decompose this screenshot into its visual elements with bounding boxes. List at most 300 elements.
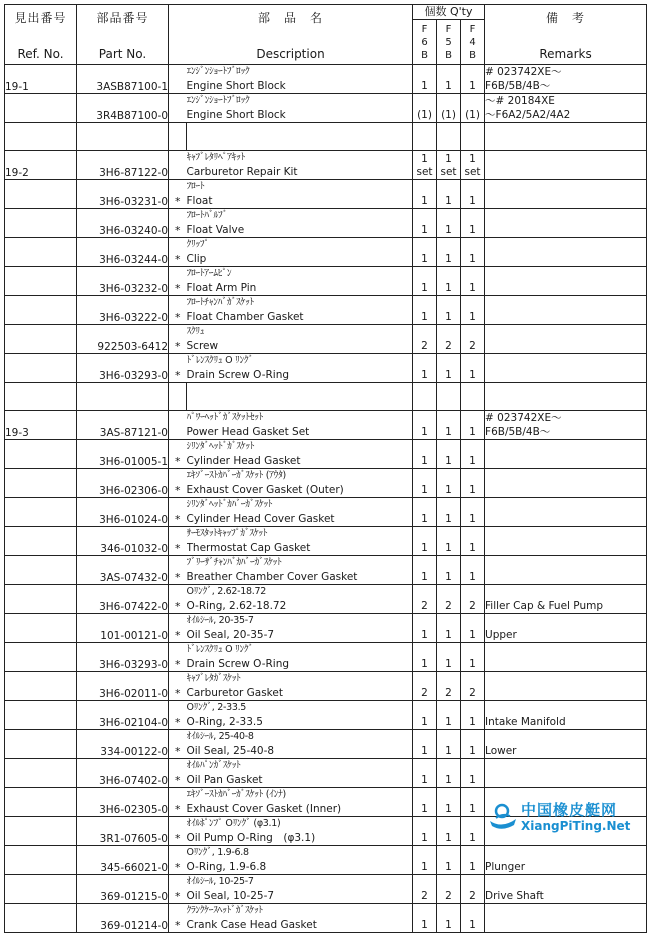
part-no-cell: 3H6-03244-0 [77, 238, 169, 267]
qty-cell: 1 set [461, 151, 485, 180]
kit-marker-cell: * [169, 788, 187, 817]
qty-cell: 1 [413, 296, 437, 325]
desc-header-en: Description [256, 46, 325, 61]
table-row [5, 614, 647, 643]
desc-header-jp: 部 品 名 [257, 10, 323, 25]
qty-cell: 1 [413, 788, 437, 817]
kit-marker-cell: * [169, 614, 187, 643]
qty-cell: 1 [413, 440, 437, 469]
ref-no-cell: 19-3 [5, 411, 77, 440]
description-jp: ﾌﾛｰﾄｱｰﾑﾋﾟﾝ [186, 268, 232, 279]
ref-no-cell [5, 585, 77, 614]
remarks-line: F6B/5B/4B～ [485, 426, 551, 438]
table-row [5, 585, 647, 614]
table-row [5, 354, 647, 383]
description-en: Engine Short Block [186, 109, 286, 121]
part-no-cell: 346-01032-0 [77, 527, 169, 556]
qty-cell: 2 [437, 325, 461, 354]
description-en: Float [186, 195, 213, 207]
remarks-line [485, 527, 646, 541]
remarks-line [485, 281, 646, 295]
part-no-cell: 101-00121-0 [77, 614, 169, 643]
remarks-line [485, 483, 646, 497]
table-row [5, 151, 647, 180]
watermark-en: XiangPiTing.Net [521, 819, 631, 833]
remarks-line [485, 209, 646, 223]
qty-cell: 2 [461, 672, 485, 701]
qty-cell: 2 [461, 875, 485, 904]
description-jp: ｵｲﾙﾊﾟﾝｶﾞｽｹｯﾄ [186, 760, 241, 771]
qty-cell: 1 [437, 759, 461, 788]
qty-cell: 1 [413, 643, 437, 672]
remarks-cell [485, 527, 647, 556]
kit-marker-cell: * [169, 325, 187, 354]
boat-logo-icon [486, 799, 518, 833]
table-row [5, 875, 647, 904]
qty-cell: 1 [461, 296, 485, 325]
qty-cell: 1 [413, 904, 437, 933]
empty-cell [187, 383, 413, 411]
spacer-row [5, 123, 647, 151]
description-jp: Oﾘﾝｸﾞ, 2-33.5 [186, 702, 247, 713]
description-en: Screw [186, 340, 219, 352]
remarks-cell [485, 411, 647, 440]
qty-cell: 1 [413, 469, 437, 498]
empty-cell [461, 383, 485, 411]
qty-cell: 1 [461, 817, 485, 846]
qty-cell: 1 [437, 238, 461, 267]
empty-cell [413, 383, 437, 411]
qty-cell: 1 [461, 701, 485, 730]
kit-marker-cell: * [169, 672, 187, 701]
remarks-cell [485, 94, 647, 123]
remarks-line: # 023742XE～ [485, 66, 562, 78]
description-en: Oil Seal, 25-40-8 [186, 745, 275, 757]
description-jp: ﾌﾛｰﾄ [186, 181, 205, 192]
description-jp: ｸﾘｯﾌﾟ [186, 239, 210, 250]
ref-no-cell [5, 354, 77, 383]
part-no-cell: 3H6-07402-0 [77, 759, 169, 788]
description-cell [187, 94, 413, 123]
ref-no-cell [5, 556, 77, 585]
description-en: Carburetor Gasket [186, 687, 283, 699]
description-jp: ｷｬﾌﾞﾚﾀﾘﾍﾟｱｷｯﾄ [186, 152, 245, 163]
part-no-cell: 334-00122-0 [77, 730, 169, 759]
parts-table [4, 4, 647, 933]
qty-cell: 1 [461, 209, 485, 238]
remarks-line: Filler Cap & Fuel Pump [485, 600, 603, 612]
remarks-cell [485, 701, 647, 730]
qty-cell: 2 [413, 585, 437, 614]
remarks-line: Lower [485, 745, 517, 757]
empty-cell [77, 383, 169, 411]
description-jp: ｴﾝｼﾞﾝｼｮｰﾄﾌﾞﾛｯｸ [186, 95, 250, 106]
qty-cell: 1 [437, 65, 461, 94]
qty-cell: 1 [461, 643, 485, 672]
qty-cell: 1 [437, 267, 461, 296]
description-en: Oil Pump O-Ring (φ3.1) [186, 832, 316, 844]
qty-cell: 1 [413, 354, 437, 383]
remarks-line [485, 672, 646, 686]
remarks-line [485, 469, 646, 483]
remarks-line [485, 310, 646, 324]
watermark-cn: 中国橡皮艇网 [521, 801, 618, 819]
description-jp: ｷｬﾌﾞﾚﾀｶﾞｽｹｯﾄ [186, 673, 241, 684]
qty-cell: 1 set [413, 151, 437, 180]
qty-cell: 1 [461, 440, 485, 469]
description-jp: ｵｲﾙﾎﾟﾝﾌﾟ Oﾘﾝｸﾞ (φ3.1) [186, 818, 281, 829]
remarks-line [485, 223, 646, 237]
description-en: Oil Pan Gasket [186, 774, 263, 786]
kit-marker-cell: * [169, 817, 187, 846]
table-row [5, 411, 647, 440]
remarks-cell [485, 180, 647, 209]
remarks-cell [485, 556, 647, 585]
remarks-cell [485, 498, 647, 527]
empty-cell [5, 123, 77, 151]
description-cell [187, 209, 413, 238]
ref-no-cell [5, 643, 77, 672]
qty-cell: 2 [437, 875, 461, 904]
qty-cell: 1 [461, 556, 485, 585]
description-jp: ﾌﾛｰﾄﾊﾞﾙﾌﾞ [186, 210, 228, 221]
ref-no-cell [5, 788, 77, 817]
remarks-line [485, 556, 646, 570]
table-row [5, 701, 647, 730]
description-en: Thermostat Cap Gasket [186, 542, 311, 554]
part-no-cell: 3H6-03232-0 [77, 267, 169, 296]
empty-cell [485, 123, 647, 151]
remarks-line [485, 686, 646, 700]
remarks-line [485, 512, 646, 526]
table-row [5, 556, 647, 585]
description-en: Exhaust Cover Gasket (Inner) [186, 803, 342, 815]
kit-marker-cell: * [169, 209, 187, 238]
ref-no-cell [5, 498, 77, 527]
kit-marker-cell: * [169, 296, 187, 325]
table-row [5, 498, 647, 527]
ref-no-cell [5, 209, 77, 238]
qty-cell: 1 [461, 65, 485, 94]
remarks-line [485, 354, 646, 368]
remarks-line: Plunger [485, 861, 526, 873]
qty-cell: 1 [437, 440, 461, 469]
table-row [5, 730, 647, 759]
part-no-cell: 369-01214-0 [77, 904, 169, 933]
qty-cell: 2 [437, 672, 461, 701]
description-en: Oil Seal, 10-25-7 [186, 890, 275, 902]
empty-cell [413, 123, 437, 151]
qty-cell: 1 [437, 411, 461, 440]
remarks-line [485, 773, 646, 787]
remarks-line [485, 904, 646, 918]
ref-no-cell [5, 759, 77, 788]
remarks-cell [485, 759, 647, 788]
remarks-line: Drive Shaft [485, 890, 544, 902]
part-no-cell: 3AS-87121-0 [77, 411, 169, 440]
part-no-cell: 3H6-01024-0 [77, 498, 169, 527]
remarks-line [485, 238, 646, 252]
qty-cell: 2 [413, 672, 437, 701]
ref-no-cell [5, 817, 77, 846]
ref-no-cell [5, 846, 77, 875]
remarks-cell [485, 267, 647, 296]
remarks-cell [485, 730, 647, 759]
part-no-cell: 3H6-03231-0 [77, 180, 169, 209]
ref-no-cell [5, 238, 77, 267]
qty-cell: 1 [461, 788, 485, 817]
empty-cell [437, 383, 461, 411]
qty-cell: 1 [437, 846, 461, 875]
description-en: Drain Screw O-Ring [186, 369, 290, 381]
remarks-line [485, 759, 646, 773]
description-cell [187, 498, 413, 527]
remarks-line [485, 165, 646, 179]
table-row [5, 325, 647, 354]
description-jp: ﾄﾞﾚﾝｽｸﾘｭ O ﾘﾝｸﾞ [186, 644, 254, 655]
description-en: Cylinder Head Cover Gasket [186, 513, 335, 525]
remarks-line [485, 339, 646, 353]
qty-cell: 1 [461, 469, 485, 498]
qty-cell: 1 [413, 846, 437, 875]
remarks-cell [485, 65, 647, 94]
qty-cell: 1 [437, 354, 461, 383]
remarks-line [485, 454, 646, 468]
qty-cell: 1 [413, 411, 437, 440]
ref-no-cell [5, 614, 77, 643]
ref-no-cell [5, 296, 77, 325]
remarks-line [485, 252, 646, 266]
qty-cell: 1 [413, 701, 437, 730]
qty-cell: 1 [461, 730, 485, 759]
qty-cell: 1 [413, 556, 437, 585]
description-jp: ｴｷｿﾞｰｽﾄｶﾊﾞｰｶﾞｽｹｯﾄ (ｱｳﾀ) [186, 470, 286, 481]
qty-cell: 1 [437, 643, 461, 672]
part-no-cell: 3R4B87100-0 [77, 94, 169, 123]
description-cell [187, 585, 413, 614]
remarks-line [485, 296, 646, 310]
qty-cell: 1 [437, 180, 461, 209]
kit-marker-cell: * [169, 701, 187, 730]
ref-no-cell [5, 469, 77, 498]
description-cell [187, 788, 413, 817]
description-cell [187, 875, 413, 904]
qty-cell: 1 [437, 788, 461, 817]
kit-marker-cell: * [169, 556, 187, 585]
remarks-cell [485, 354, 647, 383]
remarks-cell [485, 296, 647, 325]
empty-cell [461, 123, 485, 151]
description-cell [187, 354, 413, 383]
description-en: Engine Short Block [186, 80, 286, 92]
empty-cell [5, 383, 77, 411]
header-row [5, 5, 647, 20]
kit-marker-cell: * [169, 730, 187, 759]
part-no-cell: 3H6-02011-0 [77, 672, 169, 701]
description-jp: Oﾘﾝｸﾞ, 2.62-18.72 [186, 586, 266, 597]
description-cell [187, 296, 413, 325]
remarks-line [485, 585, 646, 599]
description-jp: Oﾘﾝｸﾞ, 1.9-6.8 [186, 847, 249, 858]
kit-marker-cell: * [169, 354, 187, 383]
remarks-header [485, 5, 647, 65]
remarks-cell [485, 904, 647, 933]
part-no-cell: 3AS-07432-0 [77, 556, 169, 585]
qty-cell: 1 [413, 730, 437, 759]
table-row [5, 94, 647, 123]
qty-cell: 1 [461, 614, 485, 643]
table-row [5, 469, 647, 498]
part-no-cell: 3H6-87122-0 [77, 151, 169, 180]
description-cell [187, 325, 413, 354]
watermark [486, 797, 648, 837]
description-jp: ﾊﾟﾜｰﾍｯﾄﾞｶﾞｽｹｯﾄｾｯﾄ [186, 412, 264, 423]
description-jp: ｴﾝｼﾞﾝｼｮｰﾄﾌﾞﾛｯｸ [186, 66, 250, 77]
qty-cell: 1 [413, 759, 437, 788]
empty-cell [187, 123, 413, 151]
description-en: Power Head Gasket Set [186, 426, 310, 438]
qty-cell: 1 [461, 759, 485, 788]
description-en: O-Ring, 2.62-18.72 [186, 600, 287, 612]
empty-cell [169, 123, 187, 151]
description-en: Float Valve [186, 224, 245, 236]
remarks-line [485, 267, 646, 281]
qty-cell: (1) [461, 94, 485, 123]
description-jp: ｼﾘﾝﾀﾞﾍｯﾄﾞｶﾞｽｹｯﾄ [186, 441, 255, 452]
qty-cell: 1 [437, 817, 461, 846]
remarks-cell [485, 151, 647, 180]
remarks-cell [485, 875, 647, 904]
kit-marker-cell: * [169, 585, 187, 614]
qty-cell: 1 [437, 556, 461, 585]
description-jp: ｼﾘﾝﾀﾞﾍｯﾄﾞｶﾊﾞｰｶﾞｽｹｯﾄ [186, 499, 273, 510]
description-en: Breather Chamber Cover Gasket [186, 571, 358, 583]
remarks-line [485, 875, 646, 889]
qty-cell: 1 [413, 498, 437, 527]
part-no-cell: 3H6-01005-1 [77, 440, 169, 469]
table-row [5, 65, 647, 94]
qty-cell: 1 [437, 701, 461, 730]
qty-cell: 1 [461, 411, 485, 440]
description-cell [187, 65, 413, 94]
remarks-header-jp: 備 考 [546, 10, 586, 25]
qty-cell: 1 [413, 614, 437, 643]
qty-cell: 1 [461, 498, 485, 527]
description-cell [187, 730, 413, 759]
remarks-line [485, 657, 646, 671]
qty-cell: 1 [437, 730, 461, 759]
remarks-line: # 023742XE～ [485, 412, 562, 424]
description-jp: ﾄﾞﾚﾝｽｸﾘｭ O ﾘﾝｸﾞ [186, 355, 254, 366]
qty-col-f6b: F 6 B [413, 20, 437, 65]
part-no-cell: 3R1-07605-0 [77, 817, 169, 846]
remarks-cell [485, 209, 647, 238]
qty-cell: 1 [413, 238, 437, 267]
qty-cell: 1 [461, 527, 485, 556]
kit-marker-cell: * [169, 904, 187, 933]
description-en: Oil Seal, 20-35-7 [186, 629, 275, 641]
qty-cell: 1 [461, 267, 485, 296]
description-cell [187, 556, 413, 585]
remarks-line [485, 730, 646, 744]
qty-col-f4b: F 4 B [461, 20, 485, 65]
description-cell [187, 440, 413, 469]
qty-cell: 1 [437, 498, 461, 527]
part-no-cell: 345-66021-0 [77, 846, 169, 875]
qty-cell: 1 [461, 238, 485, 267]
qty-cell: 1 [437, 614, 461, 643]
kit-marker-cell [169, 151, 187, 180]
ref-no-cell [5, 875, 77, 904]
description-cell [187, 643, 413, 672]
remarks-line: Upper [485, 629, 517, 641]
ref-no-cell [5, 672, 77, 701]
kit-marker-cell: * [169, 875, 187, 904]
part-header-jp: 部品番号 [96, 10, 149, 25]
desc-header [169, 5, 413, 65]
qty-cell: 2 [437, 585, 461, 614]
table-row [5, 440, 647, 469]
description-en: O-Ring, 1.9-6.8 [186, 861, 267, 873]
qty-cell: 2 [461, 585, 485, 614]
description-en: Drain Screw O-Ring [186, 658, 290, 670]
qty-cell: 2 [413, 875, 437, 904]
remarks-cell [485, 325, 647, 354]
remarks-line [485, 846, 646, 860]
kit-marker-cell: * [169, 440, 187, 469]
qty-cell: 2 [461, 325, 485, 354]
description-en: Carburetor Repair Kit [186, 166, 298, 178]
ref-no-cell [5, 180, 77, 209]
part-no-cell: 3H6-02104-0 [77, 701, 169, 730]
description-en: Float Arm Pin [186, 282, 257, 294]
remarks-line [485, 701, 646, 715]
qty-cell: 1 [461, 180, 485, 209]
qty-cell: 1 [413, 65, 437, 94]
description-cell [187, 614, 413, 643]
kit-marker-cell: * [169, 180, 187, 209]
kit-marker-cell: * [169, 267, 187, 296]
table-row [5, 180, 647, 209]
description-jp: ｻｰﾓｽﾀｯﾄｷｬｯﾌﾟｶﾞｽｹｯﾄ [186, 528, 268, 539]
description-jp: ｵｲﾙｼｰﾙ, 25-40-8 [186, 731, 254, 742]
description-jp: ｵｲﾙｼｰﾙ, 10-25-7 [186, 876, 254, 887]
remarks-line [485, 570, 646, 584]
remarks-line [485, 918, 646, 932]
qty-cell: 1 [437, 469, 461, 498]
remarks-line [485, 194, 646, 208]
description-en: Cylinder Head Gasket [186, 455, 301, 467]
description-cell [187, 904, 413, 933]
ref-no-cell [5, 267, 77, 296]
description-cell [187, 759, 413, 788]
ref-header-en: Ref. No. [17, 46, 64, 61]
table-row [5, 296, 647, 325]
part-no-cell: 922503-6412 [77, 325, 169, 354]
ref-header [5, 5, 77, 65]
description-jp: ﾌﾞﾘｰｻﾞﾁｬﾝﾊﾞｶﾊﾞｰｶﾞｽｹｯﾄ [186, 557, 282, 568]
table-row [5, 209, 647, 238]
ref-no-cell [5, 527, 77, 556]
table-row [5, 238, 647, 267]
table-row [5, 904, 647, 933]
ref-header-jp: 見出番号 [14, 10, 67, 25]
description-cell [187, 267, 413, 296]
ref-no-cell [5, 701, 77, 730]
empty-cell [485, 383, 647, 411]
empty-cell [77, 123, 169, 151]
ref-no-cell [5, 730, 77, 759]
